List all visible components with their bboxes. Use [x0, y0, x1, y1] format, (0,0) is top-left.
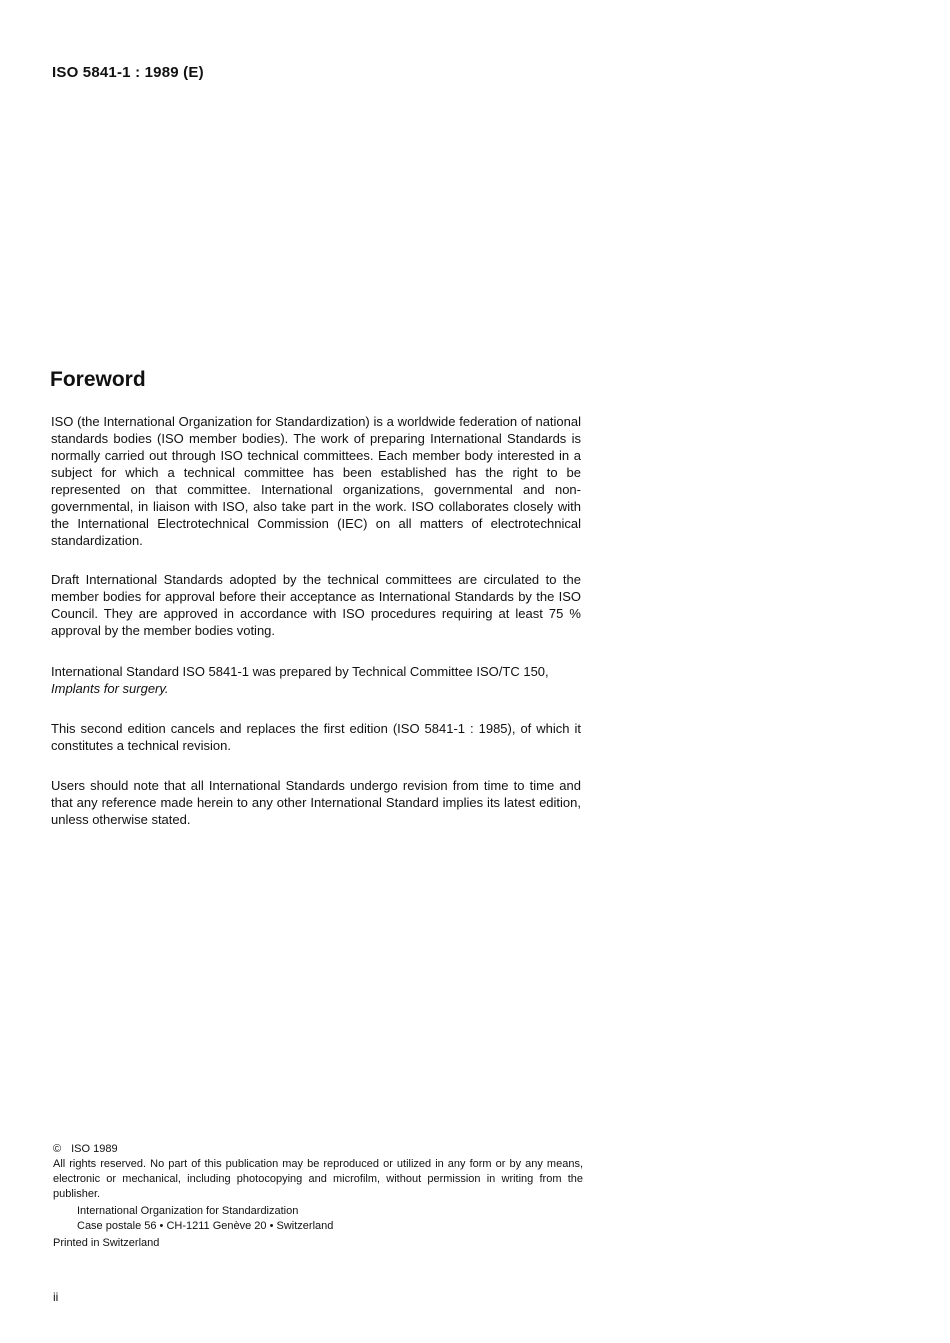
publisher-postal: Case postale 56 • CH-1211 Genève 20 • Switzerland [77, 1220, 334, 1232]
copyright-icon: © [53, 1143, 62, 1155]
publisher-name: International Organization for Standardization [77, 1205, 299, 1217]
rights-notice: All rights reserved. No part of this publication may be reproduced or utilized in any form or by any means, electronic or mechanical, including photocopying and microfilm, without permission in writing from the publisher. [53, 1158, 583, 1200]
foreword-paragraph-3 [51, 663, 581, 697]
copyright-block [53, 1142, 583, 1251]
page-number: ii [53, 1290, 59, 1304]
foreword-paragraph-5: Users should note that all International Standards undergo revision from time to time and that any reference made herein to any other International Standard implies its latest edition, unless otherwise stated. [51, 778, 581, 827]
committee-line: International Standard ISO 5841-1 was prepared by Technical Committee ISO/TC 150, [51, 664, 549, 679]
foreword-paragraph-4: This second edition cancels and replaces the first edition (ISO 5841-1 : 1985), of which it constitutes a technical revision. [51, 721, 581, 753]
copyright-line [53, 1142, 583, 1157]
publisher-address [77, 1204, 583, 1234]
foreword-heading: Foreword [50, 368, 146, 391]
copyright-text: ISO 1989 [71, 1143, 118, 1155]
committee-title: Implants for surgery. [51, 681, 169, 696]
document-id: ISO 5841-1 : 1989 (E) [52, 64, 204, 81]
printed-in: Printed in Switzerland [53, 1237, 160, 1249]
foreword-paragraph-2: Draft International Standards adopted by the technical committees are circulated to the member bodies for approval before their acceptance as International Standards by the ISO Council. They are approved in accordance with ISO procedures requiring at least 75 % approval by the member bodies voting. [51, 572, 581, 638]
foreword-paragraph-1: ISO (the International Organization for Standardization) is a worldwide federation of national standards bodies (ISO member bodies). The work of preparing International Standards is normally carried out through ISO technical committees. Each member body interested in a subject for which a technical committee has been established has the right to be represented on that committee. International organizations, governmental and non-governmental, in liaison with ISO, also take part in the work. ISO collaborates closely with the International Electrotechnical Commission (IEC) on all matters of electrotechnical standardization. [51, 414, 581, 548]
